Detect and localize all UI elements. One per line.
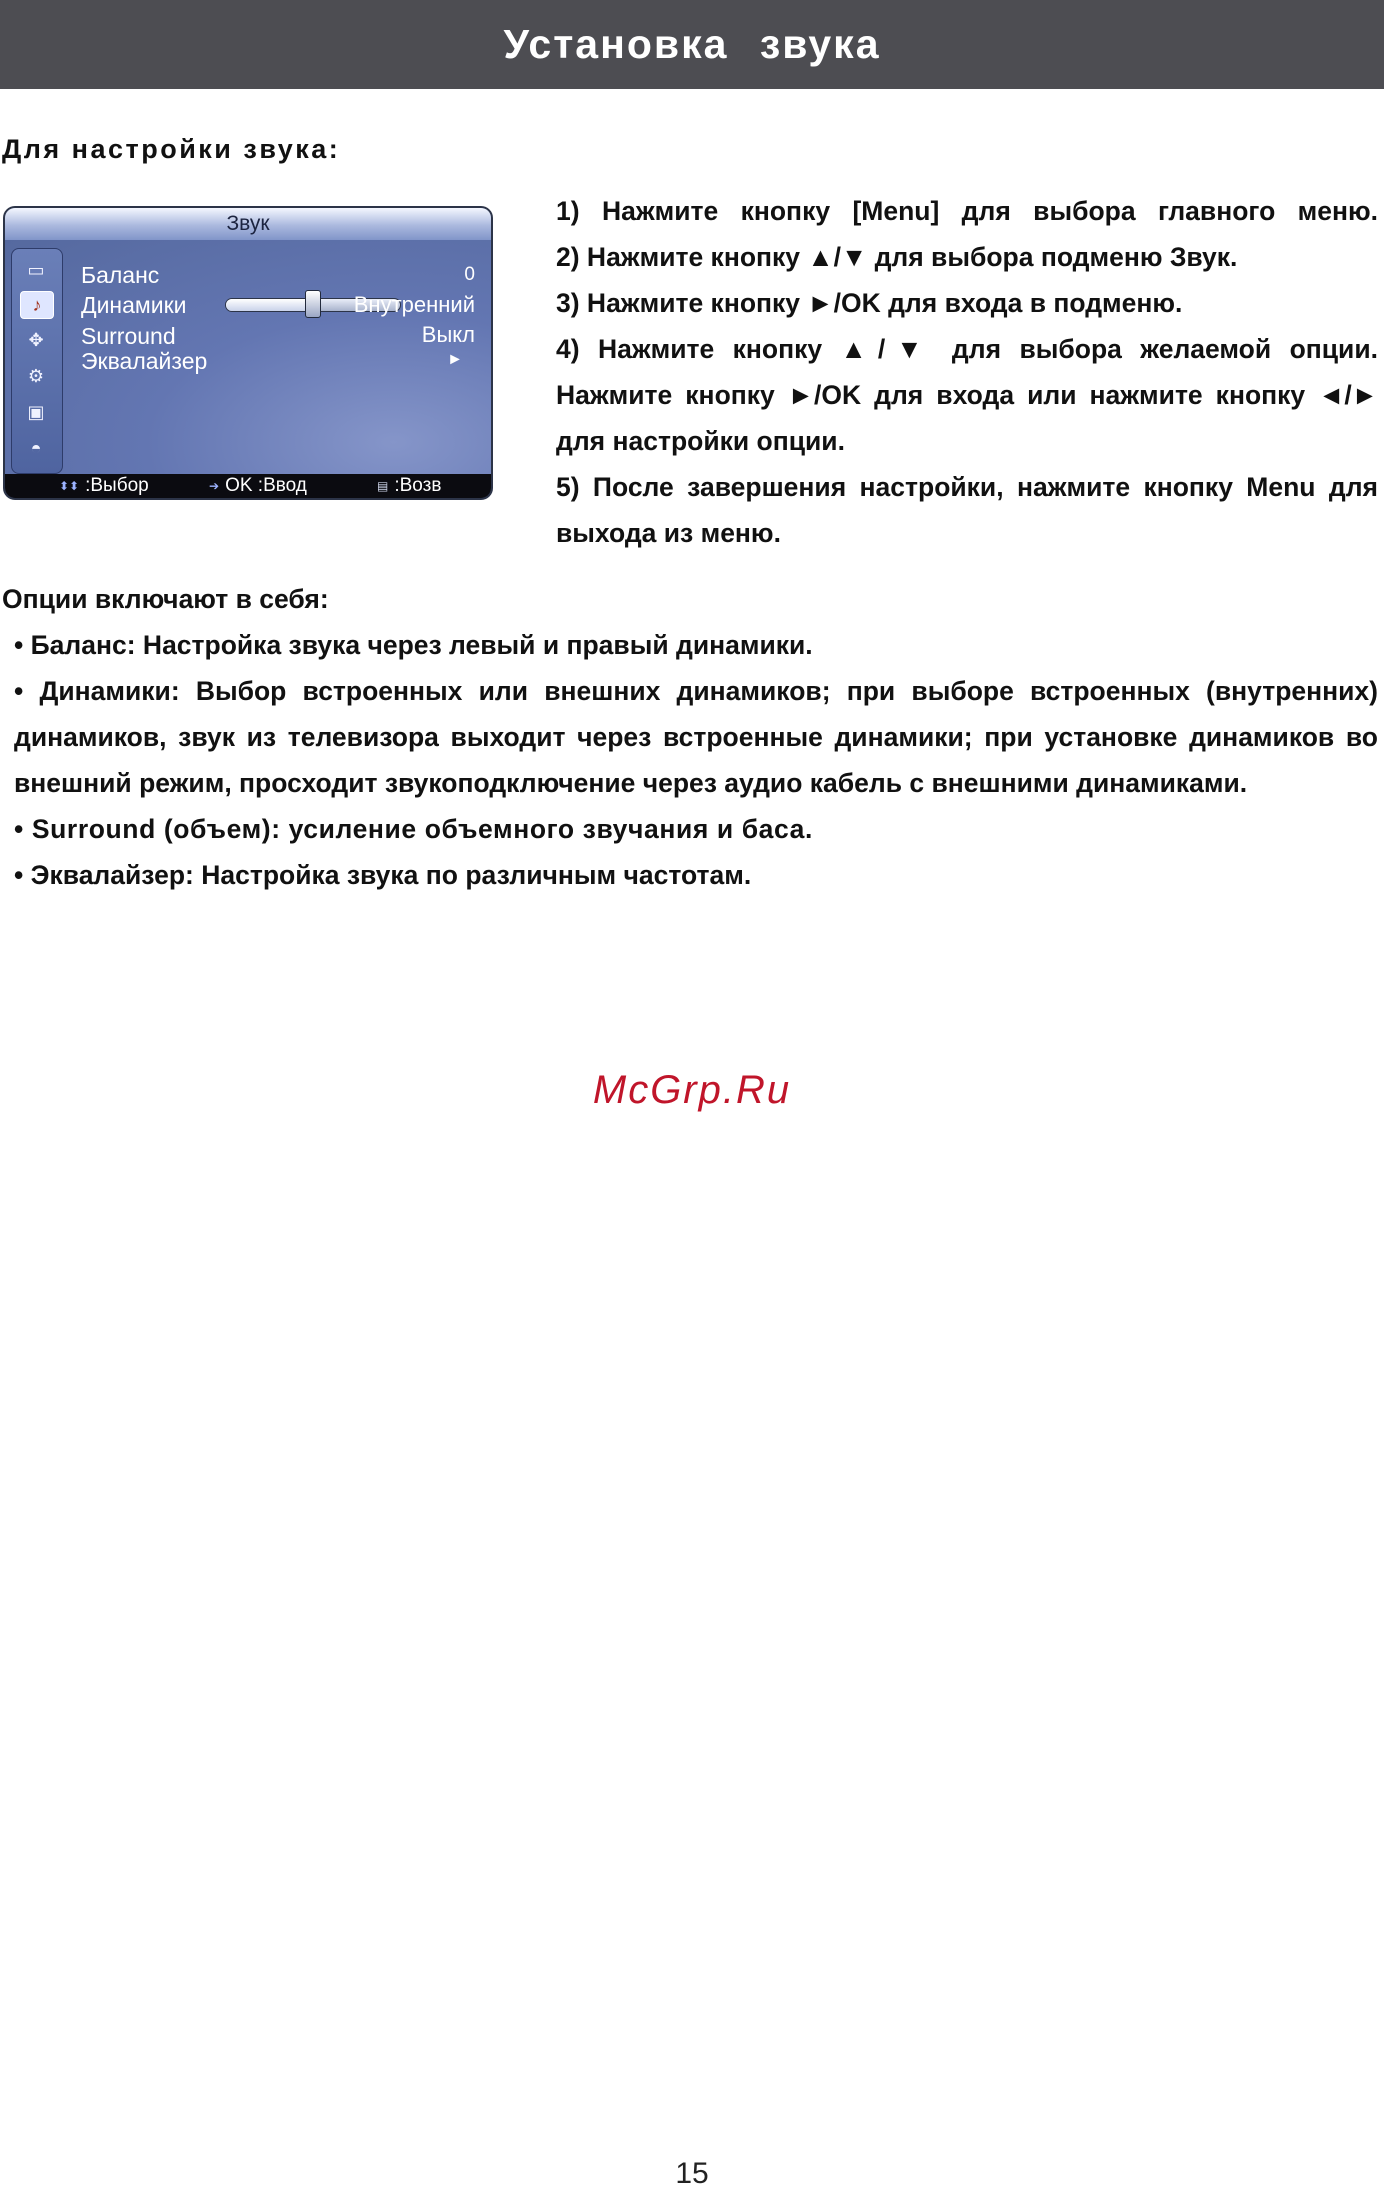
tv-menu-sidebar (11, 248, 63, 474)
step-2: 2) Нажмите кнопку ▲/▼ для выбора подменю Звук. (556, 242, 1238, 272)
options-section (2, 576, 1378, 898)
footer-enter-label: OK :Ввод (225, 475, 307, 496)
footer-select-label: :Выбор (85, 475, 149, 496)
page-title: Установка звука (503, 21, 881, 67)
option-equalizer: • Эквалайзер: Настройка звука по различным частотам. (14, 860, 752, 890)
step-1: 1) Нажмите кнопку [Menu] для выбора главного меню. (556, 196, 1378, 226)
step-5: 5) После завершения настройки, нажмите кнопку Menu для выхода из меню. (556, 472, 1378, 548)
options-heading: Опции включают в себя: (2, 584, 329, 614)
intro-text: Для настройки звука: (2, 134, 341, 164)
menu-item-speakers[interactable]: Динамики (81, 292, 187, 318)
watermark: McGrp.Ru (592, 1068, 792, 1112)
screen-icon[interactable]: ▣ (27, 401, 45, 422)
balance-slider-fill (226, 299, 313, 311)
option-balance: • Баланс: Настройка звука через левый и правый динамики. (14, 630, 813, 660)
footer-enter (209, 474, 307, 498)
footer-back-label: :Возв (394, 475, 442, 496)
tv-menu-footer (5, 474, 491, 498)
speaker-icon[interactable]: ♪ (20, 291, 54, 319)
tv-icon[interactable]: ▭ (27, 259, 45, 280)
tv-menu-title: Звук (5, 208, 491, 240)
balance-value: 0 (464, 264, 475, 285)
up-down-arrows-icon: ⬍⬍ (59, 479, 80, 493)
menu-item-surround[interactable]: Surround (81, 323, 176, 349)
menu-icon: ▤ (377, 479, 389, 493)
menu-item-balance[interactable]: Баланс (81, 262, 160, 288)
step-3: 3) Нажмите кнопку ►/OK для входа в подменю. (556, 288, 1183, 318)
surround-value: Выкл (421, 322, 475, 347)
step-4: 4) Нажмите кнопку ▲/▼ для выбора желаемой опции. Нажмите кнопку ►/OK для входа или нажмите кнопку ◄/► для настройки опции. (556, 334, 1378, 456)
settings-icon[interactable]: ⚙ (27, 365, 45, 386)
menu-item-equalizer[interactable]: Эквалайзер (81, 348, 208, 374)
option-speakers: • Динамики: Выбор встроенных или внешних динамиков; при выборе встроенных (внутренних) динамиков, звук из телевизора выходит через встроенные динамики; при установке динамиков во внешний режим, просходит звукоподключение через аудио кабель с внешними динамиками. (14, 676, 1378, 798)
page-header (0, 0, 1384, 89)
right-arrow-icon: ➔ (209, 479, 220, 493)
option-surround: • Surround (объем): усиление объемного звучания и баса. (14, 814, 813, 844)
balance-slider-thumb[interactable] (305, 290, 321, 318)
satellite-icon[interactable]: ◓ (30, 437, 42, 458)
footer-select (59, 474, 149, 498)
move-icon[interactable]: ✥ (28, 329, 44, 350)
tv-menu-body (5, 240, 491, 478)
speakers-value: Внутренний (353, 292, 475, 317)
page-number: 15 (675, 2157, 709, 2190)
chevron-right-icon: ► (447, 351, 463, 368)
footer-back (377, 474, 441, 498)
instruction-steps (556, 188, 1378, 556)
tv-sound-menu (3, 206, 493, 500)
